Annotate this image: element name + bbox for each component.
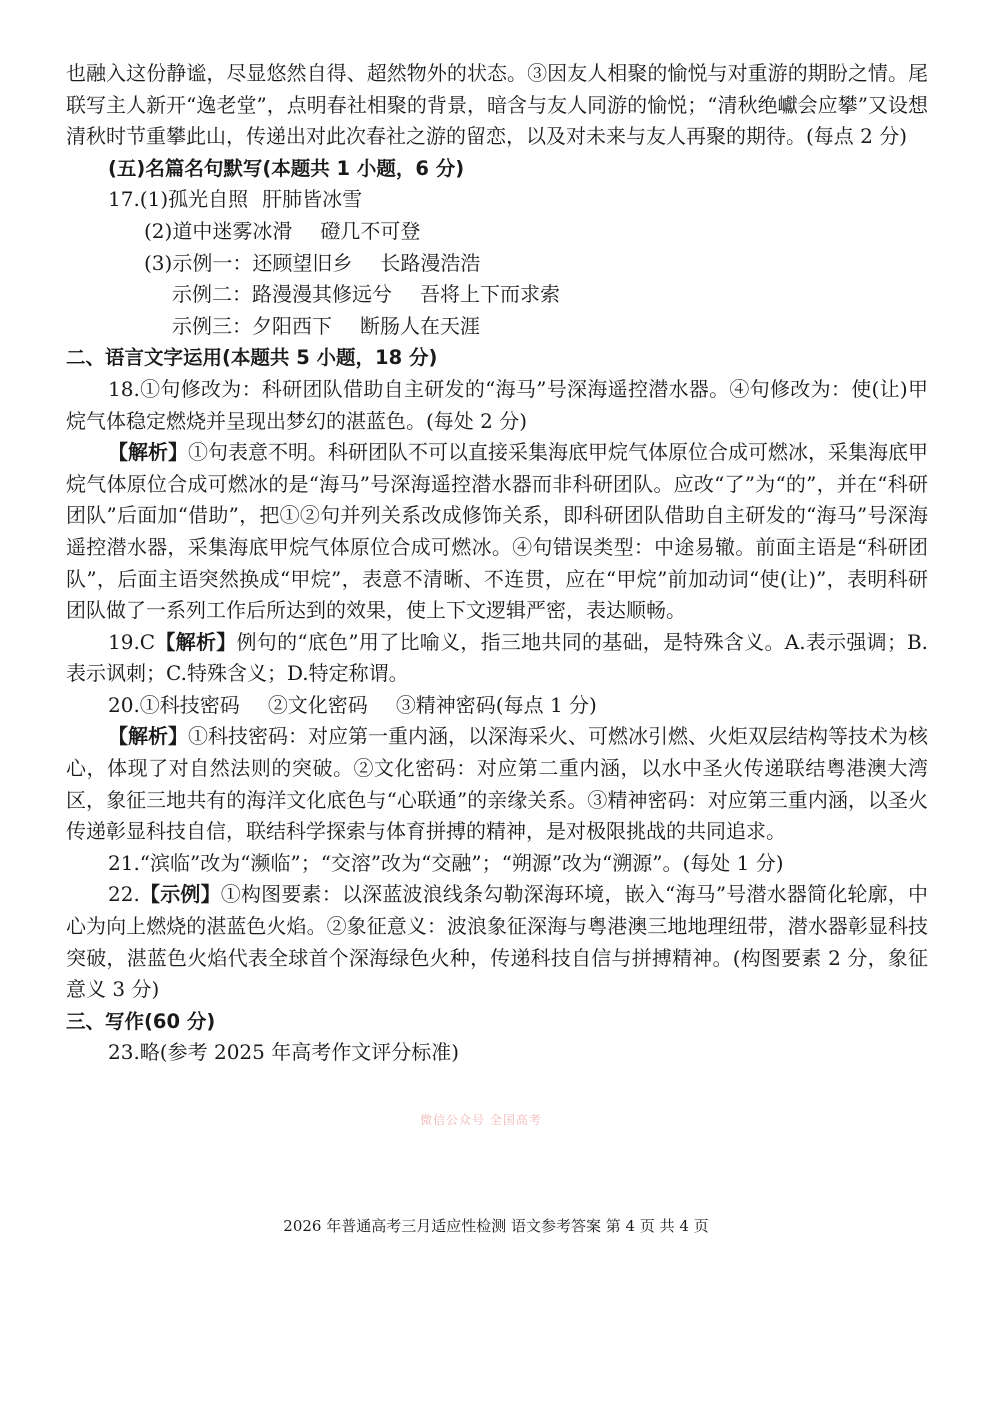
q17-line-3: [66, 248, 928, 280]
q17-1-first: 17.(1)孤光自照: [108, 187, 249, 212]
q19-analysis-tag: 【解析】: [155, 629, 237, 654]
q18-analysis: [66, 437, 928, 627]
q20-part-3: ③精神密码(每点 1 分): [395, 692, 597, 717]
q18-analysis-tag: 【解析】: [108, 440, 188, 465]
section-2-heading: 二、语言文字运用(本题共 5 小题，18 分): [66, 346, 438, 370]
q22-example-tag: 【示例】: [139, 882, 221, 907]
q17-4-first: 示例二：路漫漫其修远兮: [172, 282, 392, 307]
q22-example-text: ①构图要素：以深蓝波浪线条勾勒深海环境，嵌入“海马”号潜水器简化轮廓，中心为向上燃烧的湛蓝色火焰。②象征意义：波浪象征深海与粤港澳三地地理纽带，潜水器彰显科技突破，湛蓝色火焰代表全球首个深海绿色火种，传递科技自信与拼搏精神。(构图要素 2 分，象征意义 3 分): [66, 882, 928, 1002]
q17-4-second: 吾将上下而求索: [420, 282, 560, 307]
section-5-heading: (五)名篇名句默写(本题共 1 小题，6 分): [108, 156, 465, 180]
q21-answer: 21.“滨临”改为“濒临”；“交溶”改为“交融”；“朔源”改为“溯源”。(每处 1 分): [108, 850, 784, 875]
q20-analysis-text: ①科技密码：对应第一重内涵，以深海采火、可燃冰引燃、火炬双层结构等技术为核心，体现了对自然法则的突破。②文化密码：对应第二重内涵，以水中圣火传递联结粤港澳大湾区，象征三地共有的海洋文化底色与“心联通”的亲缘关系。③精神密码：对应第三重内涵，以圣火传递彰显科技自信，联结科学探索与体育拼搏的精神，是对极限挑战的共同追求。: [66, 724, 928, 844]
q20-part-2: ②文化密码: [267, 692, 368, 717]
section-3-heading: 三、写作(60 分): [66, 1009, 216, 1033]
q20-part-1: 20.①科技密码: [108, 692, 240, 717]
q18-analysis-text: ①句表意不明。科研团队不可以直接采集海底甲烷气体原位合成可燃冰，采集海底甲烷气体原位合成可燃冰的是“海马”号深海遥控潜水器而非科研团队。应改“了”为“的”，并在“科研团队”后面加“借助”，把①②句并列关系改成修饰关系，即科研团队借助自主研发的“海马”号深海遥控潜水器，采集海底甲烷气体原位合成可燃冰。④句错误类型：中途易辙。前面主语是“科研团队”，后面主语突然换成“甲烷”，表意不清晰、不连贯，应在“甲烷”前加动词“使(让)”，表明科研团队做了一系列工作后所达到的效果，使上下文逻辑严密，表达顺畅。: [66, 440, 928, 623]
q17-2-second: 磴几不可登: [320, 218, 421, 243]
q17-line-5: [66, 311, 928, 343]
q17-1-second: 肝肺皆冰雪: [262, 187, 363, 212]
q17-line-4: [66, 279, 928, 311]
page-footer: 2026 年普通高考三月适应性检测 语文参考答案 第 4 页 共 4 页: [283, 1217, 709, 1235]
watermark: 微信公众号 全国高考: [420, 1113, 542, 1127]
q17-5-first: 示例三：夕阳西下: [172, 313, 332, 338]
q17-answers: [66, 184, 928, 342]
q17-2-first: (2)道中迷雾冰滑: [144, 218, 293, 243]
q22-number: 22.: [108, 882, 140, 907]
q18-answer: 18.①句修改为：科研团队借助自主研发的“海马”号深海遥控潜水器。④句修改为：使(让)甲烷气体稳定燃烧并呈现出梦幻的湛蓝色。(每处 2 分): [66, 376, 928, 433]
q19-answer: [66, 627, 928, 690]
q19-number: 19.C: [108, 629, 156, 654]
q20-analysis: [66, 721, 928, 847]
q20-answer: [66, 690, 928, 722]
q17-3-second: 长路漫浩浩: [380, 250, 481, 275]
q19-analysis-text: 例句的“底色”用了比喻义，指三地共同的基础，是特殊含义。A.表示强调；B.表示讽刺；C.特殊含义；D.特定称谓。: [66, 629, 929, 686]
q22-answer: [66, 879, 928, 1005]
q17-3-first: (3)示例一：还顾望旧乡: [144, 250, 353, 275]
q17-line-1: [66, 184, 928, 216]
q23-answer: 23.略(参考 2025 年高考作文评分标准): [108, 1040, 460, 1065]
poem-analysis-continuation: 也融入这份静谧，尽显悠然自得、超然物外的状态。③因友人相聚的愉悦与对重游的期盼之情。尾联写主人新开“逸老堂”，点明春社相聚的背景，暗含与友人同游的愉悦；“清秋绝巘会应攀”又设想清秋时节重攀此山，传递出对此次春社之游的留恋，以及对未来与友人再聚的期待。(每点 2 分): [66, 61, 928, 149]
q20-analysis-tag: 【解析】: [108, 724, 188, 749]
answer-page-content: [66, 58, 928, 1069]
q17-line-2: [66, 216, 928, 248]
q17-5-second: 断肠人在天涯: [360, 313, 480, 338]
